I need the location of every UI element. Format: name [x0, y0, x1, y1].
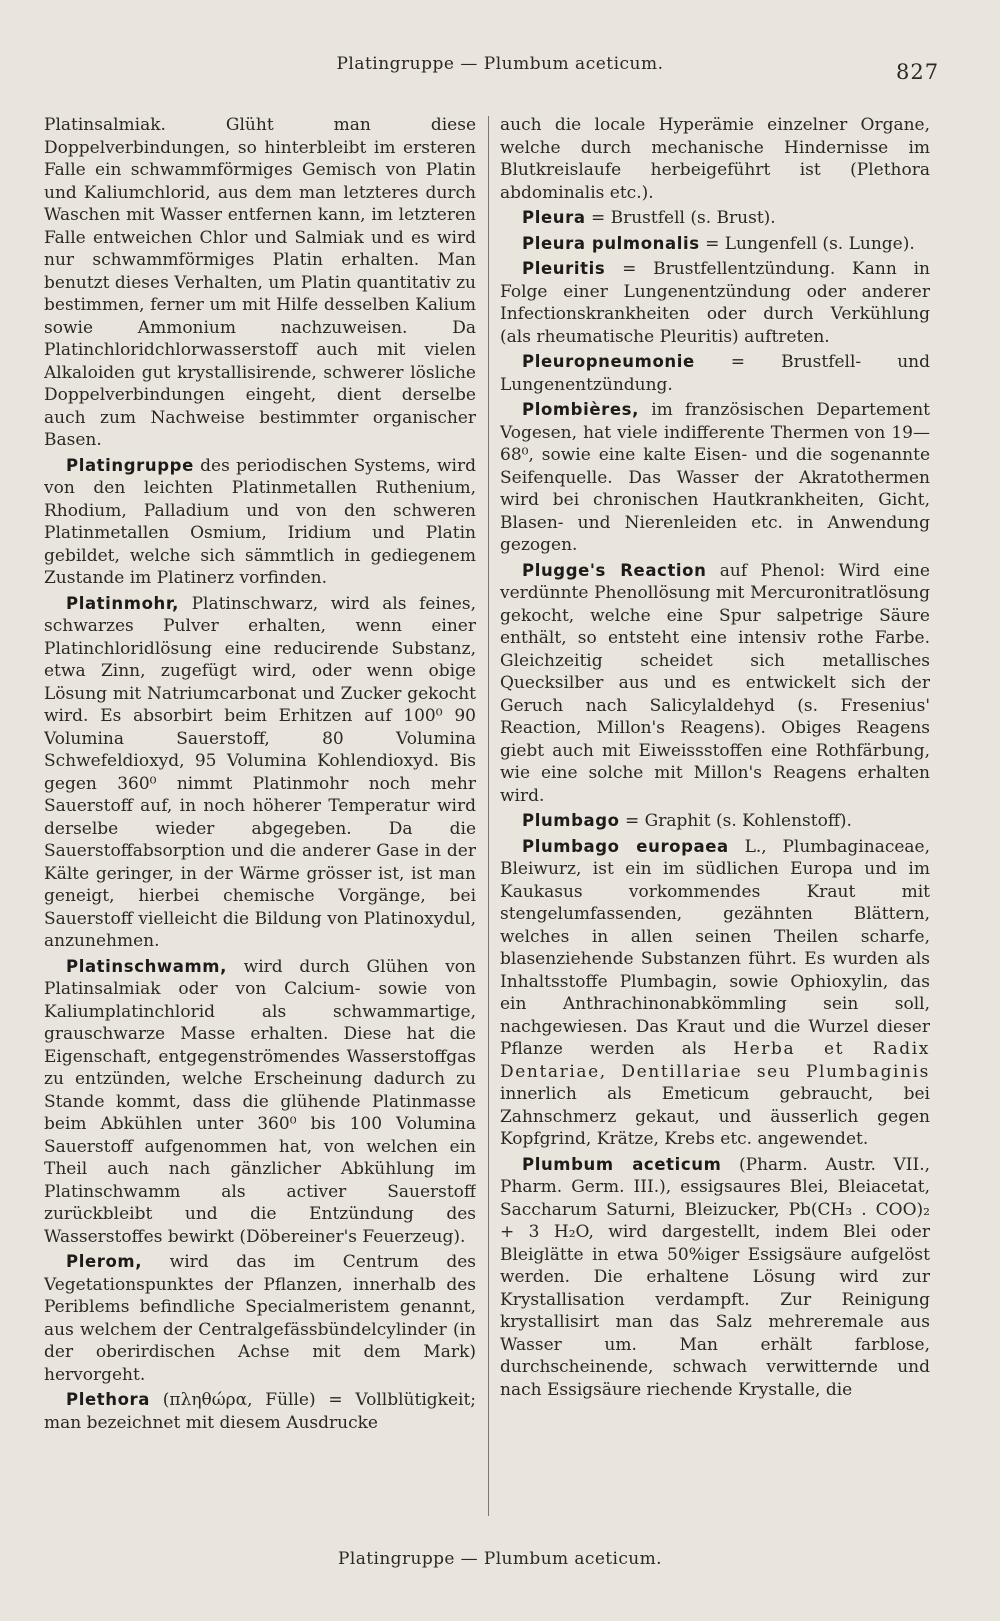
entry-plombieres [500, 399, 930, 557]
entry-headword: Plumbago [522, 811, 620, 830]
entry-headword: Platinmohr, [66, 593, 180, 613]
entry-platinschwamm [44, 956, 476, 1249]
entry-pleura [500, 207, 930, 230]
entry-text: = Graphit (s. Kohlenstoff). [619, 811, 852, 831]
entry-headword: Plumbum aceticum [522, 1154, 722, 1174]
entry-headword: Platinschwamm, [66, 956, 227, 976]
running-head: Platingruppe — Plumbum aceticum. [336, 54, 664, 74]
entry-headword: Plerom, [66, 1252, 143, 1271]
entry-platingruppe [44, 455, 476, 590]
entry-headword: Pleuropneumonie [522, 352, 695, 371]
entry-text: = Brustfell (s. Brust). [585, 208, 776, 228]
entry-text: im französischen Departement Vogesen, hat viele indifferente Thermen von 19—68⁰, sowie eine kalte Eisen- und die sogenannte Seifenquelle. Das Wasser der Akratothermen wird bei chronischen Hautkrankheiten, Gicht, Blasen- und Nierenleiden etc. in Anwendung gezogen. [500, 400, 930, 555]
entry-pleuropneumonie [500, 351, 930, 396]
entry-headword: Pleuritis [522, 259, 606, 278]
entry-text: = Lungenfell (s. Lunge). [699, 233, 915, 254]
entry-text: L., Plumbaginaceae, Bleiwurz, ist ein im südlichen Europa und im Kaukasus vorkommendes Kraut mit stengelumfassenden, gezähnten Blättern, welches in allen seinen Theilen scharfe, blasenziehende Substanzen führt. Es wurden als Inhaltsstoffe Plumbagin, sowie Ophioxylin, das ein Anthrachinonabkömmling sein soll, nachgewiesen. Das Kraut und die Wurzel dieser Pflanze werden als [500, 836, 930, 1059]
entry-plugges-reaction [500, 560, 930, 808]
entry-spaced-text: Herba et Radix Dentariae, Dentillariae seu Plumbaginis [500, 1039, 930, 1082]
entry-text: des periodischen Systems, wird von den leichten Platinmetallen Ruthenium, Rhodium, Palladium und von den schweren Platinmetallen Osmium, Iridium und Platin gebildet, welche sich sämmtlich in gediegenem Zustande im Platinerz vorfinden. [44, 455, 476, 588]
entry-headword: Plethora [66, 1390, 150, 1409]
entry-plerom [44, 1251, 476, 1386]
entry-text: = Brustfellentzündung. Kann in Folge einer Lungenentzündung oder anderer Infectionskrankheiten oder durch Verkühlung (als rheumatische Pleuritis) auftreten. [500, 259, 930, 347]
entry-text-after: innerlich als Emeticum gebraucht, bei Zahnschmerz gekaut, und äusserlich gegen Kopfgrind, Krätze, Krebs etc. angewendet. [500, 1084, 930, 1149]
entry-text: (πληθώρα, Fülle) = Vollblütigkeit; man bezeichnet mit diesem Ausdrucke [44, 1390, 476, 1433]
entry-headword: Plugge's Reaction [522, 560, 707, 580]
entry-text: wird das im Centrum des Vegetationspunktes der Pflanzen, innerhalb des Periblems befindliche Specialmeristem genannt, aus welchem der Centralgefässbündelcylinder (in der oberirdischen Achse mit dem Mark) hervorgeht. [44, 1252, 476, 1385]
page-number: 827 [896, 60, 940, 84]
entry-headword: Plombières, [522, 400, 639, 419]
entry-text: wird durch Glühen von Platinsalmiak oder von Calcium- sowie von Kaliumplatinchlorid als schwammartige, grauschwarze Masse erhalten. Diese hat die Eigenschaft, entgegenströmendes Wasserstoffgas zu entzünden, welche Erscheinung dadurch zu Stande kommt, dass die glühende Platinmasse beim Abkühlen unter 360⁰ bis 100 Volumina Sauerstoff aufgenommen hat, von welchen ein Theil auch nach gänzlicher Abkühlung im Platinschwamm als activer Sauerstoff zurückbleibt und die Entzündung des Wasserstoffes bewirkt (Döbereiner's Feuerzeug). [44, 956, 476, 1247]
entry-pleuritis [500, 258, 930, 348]
entry-headword: Pleura pulmonalis [522, 233, 700, 253]
entry-pleura-pulmonalis [500, 233, 930, 256]
left-column [44, 114, 476, 1517]
column-divider [488, 116, 489, 1516]
right-continuation-text: auch die locale Hyperämie einzelner Organe, welche durch mechanische Hindernisse im Blutkreislaufe herbeigeführt ist (Plethora abdominalis etc.). [500, 115, 930, 203]
entry-text: (Pharm. Austr. VII., Pharm. Germ. III.), essigsaures Blei, Bleiacetat, Saccharum Saturni, Bleizucker, Pb(CH₃ . COO)₂ + 3 H₂O, wird dargestellt, indem Blei oder Bleiglätte in etwa 50%iger Essigsäure aufgelöst werden. Die erhaltene Lösung wird zur Krystallisation verdampft. Zur Reinigung krystallisirt man das Salz mehreremale aus Wasser um. Man erhält farblose, durchscheinende, schwach verwitternde und nach Essigsäure riechende Krystalle, die [500, 1154, 930, 1400]
entry-plethora [44, 1389, 476, 1434]
entry-headword: Platingruppe [66, 455, 194, 475]
entry-text: = Brustfell- und Lungenentzündung. [500, 352, 930, 395]
entry-plumbum-aceticum [500, 1154, 930, 1402]
entry-headword: Plumbago europaea [522, 836, 729, 856]
entry-text: Platinschwarz, wird als feines, schwarzes Pulver erhalten, wenn einer Platinchloridlösung eine reducirende Substanz, etwa Zinn, zugefügt wird, oder wenn obige Lösung mit Natriumcarbonat und Zucker gekocht wird. Es absorbirt beim Erhitzen auf 100⁰ 90 Volumina Sauerstoff, 80 Volumina Schwefeldioxyd, 95 Volumina Kohlendioxyd. Bis gegen 360⁰ nimmt Platinmohr noch mehr Sauerstoff auf, in noch höherer Temperatur wird derselbe wieder abgegeben. Da die Sauerstoffabsorption und die anderer Gase in der Kälte geringer, in der Wärme grösser ist, ist man geneigt, hierbei chemische Vorgänge, bei Sauerstoff vielleicht die Bildung von Platinoxydul, anzunehmen. [44, 593, 476, 951]
entry-headword: Pleura [522, 208, 586, 227]
running-foot: Platingruppe — Plumbum aceticum. [338, 1549, 662, 1569]
entry-plumbago [500, 810, 930, 833]
entry-platinmohr [44, 593, 476, 953]
entry-plumbago-europaea [500, 836, 930, 1151]
right-column [500, 114, 930, 1517]
entry-text: auf Phenol: Wird eine verdünnte Phenollösung mit Mercuronitratlösung gekocht, welche eine Spur salpetrige Säure enthält, so entsteht eine intensiv rothe Farbe. Gleichzeitig scheidet sich metallisches Quecksilber aus und es entwickelt sich der Geruch nach Salicylaldehyd (s. Fresenius' Reaction, Millon's Reagens). Obiges Reagens giebt auch mit Eiweissstoffen eine Rothfärbung, wie eine solche mit Millon's Reagens erhalten wird. [500, 560, 930, 806]
left-continuation-text: Platinsalmiak. Glüht man diese Doppelverbindungen, so hinterbleibt im ersteren Falle ein schwammförmiges Gemisch von Platin und Kaliumchlorid, aus dem man letzteres durch Waschen mit Wasser entfernen kann, im letzteren Falle entweichen Chlor und Salmiak und es wird nur schwammförmiges Platin erhalten. Man benutzt dieses Verhalten, um Platin quantitativ zu bestimmen, ferner um mit Hilfe desselben Kalium sowie Ammonium nachzuweisen. Da Platinchloridchlorwasserstoff auch mit vielen Alkaloiden gut krystallisirende, schwerer lösliche Doppelverbindungen eingeht, dient derselbe auch zum Nachweise bestimmter organischer Basen. [44, 115, 476, 450]
